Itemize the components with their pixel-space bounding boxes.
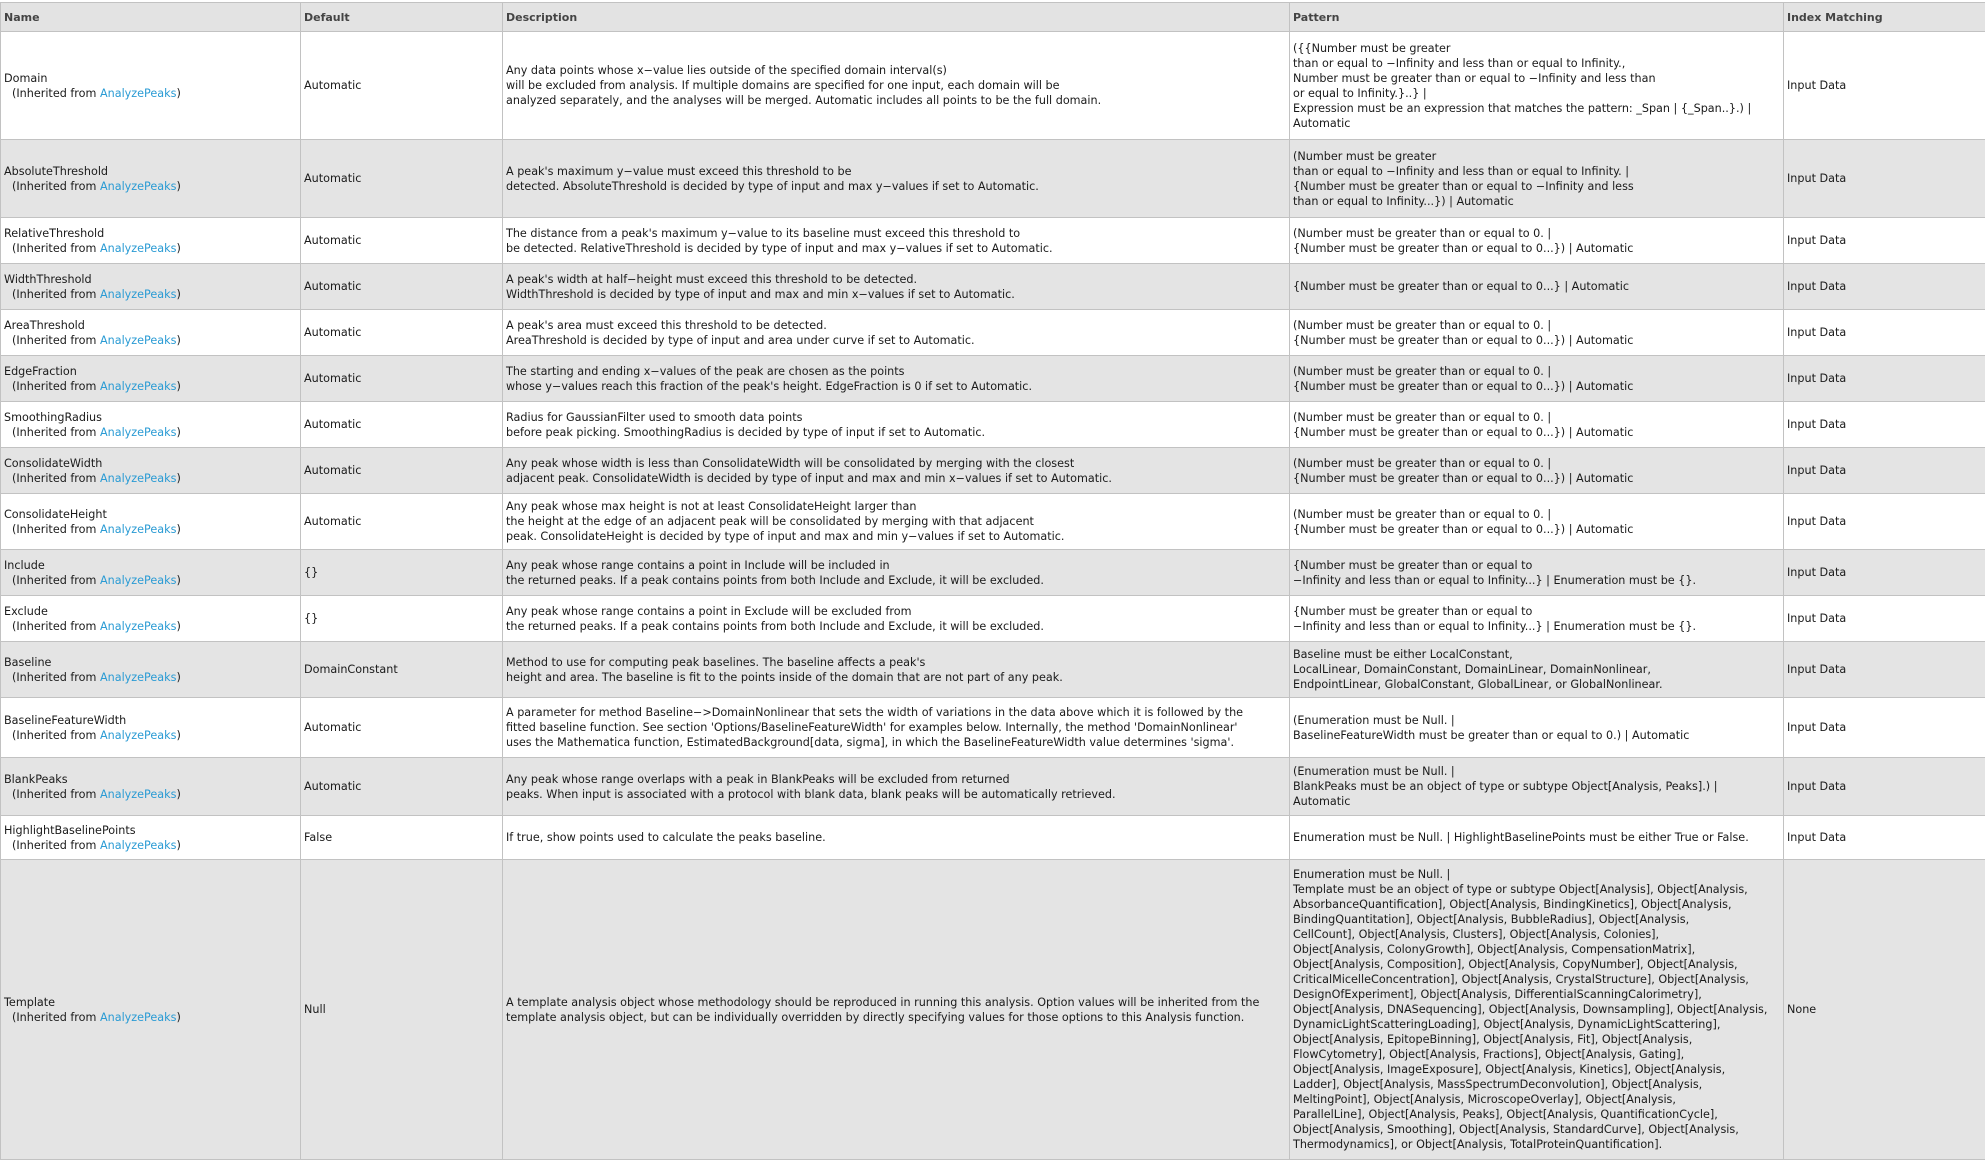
option-name-cell <box>1 310 301 356</box>
option-name-cell <box>1 698 301 758</box>
description-line: WidthThreshold is decided by type of input and max and min x−values if set to Automatic. <box>506 287 1015 301</box>
pattern-cell <box>1290 264 1784 310</box>
inherited-note <box>4 241 297 256</box>
description-cell <box>503 448 1290 494</box>
analyze-peaks-link[interactable]: AnalyzePeaks <box>99 425 177 439</box>
index-matching-value: Input Data <box>1784 402 1985 448</box>
inherited-suffix: ) <box>176 619 181 633</box>
pattern-line: than or equal to −Infinity and less than or equal to Infinity. | <box>1293 164 1630 178</box>
inherited-prefix: (Inherited from <box>12 670 100 684</box>
description-cell <box>503 32 1290 140</box>
inherited-note <box>4 573 297 588</box>
pattern-line: Ladder], Object[Analysis, MassSpectrumDeconvolution], Object[Analysis, <box>1293 1078 1703 1091</box>
inherited-prefix: (Inherited from <box>12 86 100 100</box>
pattern-cell <box>1290 402 1784 448</box>
inherited-suffix: ) <box>176 670 181 684</box>
inherited-suffix: ) <box>176 425 181 439</box>
table-row <box>1 402 1985 448</box>
option-name: BaselineFeatureWidth <box>4 713 127 727</box>
analyze-peaks-link[interactable]: AnalyzePeaks <box>99 573 177 587</box>
option-name-cell <box>1 550 301 596</box>
pattern-line: {Number must be greater than or equal to 0...}) | Automatic <box>1293 379 1634 393</box>
table-row <box>1 816 1985 860</box>
pattern-line: {Number must be greater than or equal to <box>1293 604 1533 618</box>
default-value: Automatic <box>301 310 503 356</box>
description-line: Method to use for computing peak baselines. The baseline affects a peak's <box>506 655 926 669</box>
option-name-cell <box>1 356 301 402</box>
pattern-line: (Number must be greater than or equal to 0. | <box>1293 410 1552 424</box>
description-line: A template analysis object whose methodology should be reproduced in running this analysis. Option values will be inherited from the <box>506 995 1260 1009</box>
option-name-cell <box>1 494 301 550</box>
table-row <box>1 356 1985 402</box>
pattern-line: Automatic <box>1293 116 1351 130</box>
description-line: A peak's width at half−height must exceed this threshold to be detected. <box>506 272 918 286</box>
option-name: HighlightBaselinePoints <box>4 823 136 837</box>
default-value: False <box>301 816 503 860</box>
table-row <box>1 140 1985 218</box>
option-name-cell <box>1 596 301 642</box>
pattern-cell <box>1290 642 1784 698</box>
description-cell <box>503 596 1290 642</box>
description-cell <box>503 642 1290 698</box>
table-row <box>1 860 1985 1160</box>
table-row <box>1 758 1985 816</box>
default-value: Automatic <box>301 402 503 448</box>
pattern-line: {Number must be greater than or equal to 0...}) | Automatic <box>1293 522 1634 536</box>
option-name: Include <box>4 558 45 572</box>
table-row <box>1 218 1985 264</box>
pattern-line: DesignOfExperiment], Object[Analysis, DifferentialScanningCalorimetry], <box>1293 988 1702 1001</box>
pattern-line: BlankPeaks must be an object of type or subtype Object[Analysis, Peaks].) | <box>1293 780 1718 793</box>
index-matching-value: Input Data <box>1784 698 1985 758</box>
default-value: Automatic <box>301 218 503 264</box>
description-line: uses the Mathematica function, EstimatedBackground[data, sigma], in which the BaselineFeatureWidth value determines 'sigma'. <box>506 736 1235 749</box>
index-matching-value: Input Data <box>1784 816 1985 860</box>
pattern-line: {Number must be greater than or equal to 0...}) | Automatic <box>1293 333 1634 347</box>
description-line: fitted baseline function. See section 'Options/BaselineFeatureWidth' for examples below. Internally, the method 'DomainNonlinear' <box>506 721 1238 734</box>
pattern-line: (Number must be greater than or equal to 0. | <box>1293 456 1552 470</box>
pattern-line: {Number must be greater than or equal to −Infinity and less <box>1293 179 1634 193</box>
description-line: A peak's area must exceed this threshold to be detected. <box>506 318 827 332</box>
description-line: Radius for GaussianFilter used to smooth data points <box>506 410 803 424</box>
default-value: Automatic <box>301 448 503 494</box>
pattern-cell <box>1290 816 1784 860</box>
inherited-note <box>4 787 297 802</box>
table-row <box>1 264 1985 310</box>
index-matching-value: Input Data <box>1784 494 1985 550</box>
option-name: WidthThreshold <box>4 272 92 286</box>
table-row <box>1 32 1985 140</box>
description-line: If true, show points used to calculate the peaks baseline. <box>506 831 826 844</box>
inherited-suffix: ) <box>176 838 181 852</box>
inherited-prefix: (Inherited from <box>12 425 100 439</box>
analyze-peaks-link[interactable]: AnalyzePeaks <box>99 333 177 347</box>
inherited-suffix: ) <box>176 86 181 100</box>
inherited-note <box>4 619 297 634</box>
description-line: adjacent peak. ConsolidateWidth is decided by type of input and max and min x−values if set to Automatic. <box>506 471 1112 485</box>
default-value: Automatic <box>301 698 503 758</box>
option-name-cell <box>1 816 301 860</box>
header-row <box>1 3 1985 32</box>
index-matching-value: Input Data <box>1784 310 1985 356</box>
pattern-line: −Infinity and less than or equal to Infinity...} | Enumeration must be {}. <box>1293 619 1697 633</box>
inherited-prefix: (Inherited from <box>12 471 100 485</box>
option-name: AreaThreshold <box>4 318 85 332</box>
inherited-suffix: ) <box>176 333 181 347</box>
inherited-note <box>4 287 297 302</box>
inherited-note <box>4 522 297 537</box>
analyze-peaks-link[interactable]: AnalyzePeaks <box>99 471 177 485</box>
option-name: EdgeFraction <box>4 364 77 378</box>
analyze-peaks-link[interactable]: AnalyzePeaks <box>99 379 177 393</box>
option-name: SmoothingRadius <box>4 410 102 424</box>
header-description: Description <box>503 3 1290 32</box>
default-value: Automatic <box>301 356 503 402</box>
option-name: Domain <box>4 71 48 85</box>
analyze-peaks-link[interactable]: AnalyzePeaks <box>99 787 177 801</box>
option-name: BlankPeaks <box>4 772 68 786</box>
pattern-line: (Number must be greater than or equal to 0. | <box>1293 364 1552 378</box>
inherited-prefix: (Inherited from <box>12 573 100 587</box>
default-value: Automatic <box>301 32 503 140</box>
pattern-cell <box>1290 310 1784 356</box>
description-line: The starting and ending x−values of the peak are chosen as the points <box>506 364 905 378</box>
description-cell <box>503 402 1290 448</box>
pattern-line: Object[Analysis, ColonyGrowth], Object[Analysis, CompensationMatrix], <box>1293 943 1696 956</box>
default-value: Automatic <box>301 758 503 816</box>
inherited-suffix: ) <box>176 241 181 255</box>
inherited-suffix: ) <box>176 379 181 393</box>
default-value: Automatic <box>301 264 503 310</box>
pattern-line: BaselineFeatureWidth must be greater than or equal to 0.) | Automatic <box>1293 728 1690 742</box>
analyze-peaks-link[interactable]: AnalyzePeaks <box>99 1010 177 1024</box>
option-name-cell <box>1 448 301 494</box>
pattern-cell <box>1290 550 1784 596</box>
table-row <box>1 642 1985 698</box>
inherited-prefix: (Inherited from <box>12 287 100 301</box>
inherited-prefix: (Inherited from <box>12 333 100 347</box>
option-name-cell <box>1 860 301 1160</box>
inherited-note <box>4 670 297 685</box>
index-matching-value: Input Data <box>1784 448 1985 494</box>
analyze-peaks-link[interactable]: AnalyzePeaks <box>99 522 177 536</box>
description-line: will be excluded from analysis. If multiple domains are specified for one input, each domain will be <box>506 79 1060 92</box>
index-matching-value: None <box>1784 860 1985 1160</box>
description-line: peak. ConsolidateHeight is decided by type of input and max and min y−values if set to Automatic. <box>506 530 1065 543</box>
description-line: height and area. The baseline is fit to the points inside of the domain that are not part of any peak. <box>506 670 1063 684</box>
pattern-line: {Number must be greater than or equal to 0...}) | Automatic <box>1293 241 1634 255</box>
description-cell <box>503 264 1290 310</box>
pattern-cell <box>1290 218 1784 264</box>
description-line: be detected. RelativeThreshold is decided by type of input and max y−values if set to Automatic. <box>506 241 1053 255</box>
pattern-line: Expression must be an expression that matches the pattern: _Span | {_Span..}.) | <box>1293 101 1752 115</box>
table-row <box>1 698 1985 758</box>
description-line: the returned peaks. If a peak contains points from both Include and Exclude, it will be excluded. <box>506 573 1044 587</box>
inherited-prefix: (Inherited from <box>12 838 100 852</box>
description-line: the returned peaks. If a peak contains points from both Include and Exclude, it will be excluded. <box>506 619 1044 633</box>
pattern-cell <box>1290 140 1784 218</box>
pattern-line: Object[Analysis, Smoothing], Object[Analysis, StandardCurve], Object[Analysis, <box>1293 1123 1739 1136</box>
pattern-line: Object[Analysis, DNASequencing], Object[Analysis, Downsampling], Object[Analysis, <box>1293 1003 1768 1016</box>
inherited-prefix: (Inherited from <box>12 179 100 193</box>
description-line: before peak picking. SmoothingRadius is decided by type of input if set to Automatic. <box>506 425 986 439</box>
description-line: peaks. When input is associated with a protocol with blank data, blank peaks will be automatically retrieved. <box>506 787 1116 801</box>
pattern-line: Enumeration must be Null. | HighlightBaselinePoints must be either True or False. <box>1293 831 1749 844</box>
analyze-peaks-link[interactable]: AnalyzePeaks <box>99 86 177 100</box>
index-matching-value: Input Data <box>1784 550 1985 596</box>
pattern-line: (Number must be greater than or equal to 0. | <box>1293 507 1552 521</box>
inherited-suffix: ) <box>176 1010 181 1024</box>
pattern-line: (Number must be greater than or equal to 0. | <box>1293 318 1552 332</box>
pattern-line: MeltingPoint], Object[Analysis, MicroscopeOverlay], Object[Analysis, <box>1293 1093 1676 1106</box>
default-value: Automatic <box>301 140 503 218</box>
analyze-peaks-link[interactable]: AnalyzePeaks <box>99 241 177 255</box>
default-value: Null <box>301 860 503 1160</box>
default-value: DomainConstant <box>301 642 503 698</box>
option-name-cell <box>1 218 301 264</box>
pattern-line: AbsorbanceQuantification], Object[Analysis, BindingKinetics], Object[Analysis, <box>1293 898 1732 911</box>
pattern-line: CellCount], Object[Analysis, Clusters], Object[Analysis, Colonies], <box>1293 928 1660 941</box>
pattern-line: Thermodynamics], or Object[Analysis, TotalProteinQuantification]. <box>1293 1138 1663 1151</box>
description-line: The distance from a peak's maximum y−value to its baseline must exceed this threshold to <box>506 226 1021 240</box>
option-name: Template <box>4 995 56 1009</box>
pattern-cell <box>1290 448 1784 494</box>
option-name-cell <box>1 264 301 310</box>
option-name-cell <box>1 32 301 140</box>
inherited-note <box>4 179 297 194</box>
description-line: Any peak whose width is less than ConsolidateWidth will be consolidated by merging with the closest <box>506 456 1075 470</box>
inherited-note <box>4 86 297 101</box>
description-cell <box>503 494 1290 550</box>
header-pattern: Pattern <box>1290 3 1784 32</box>
inherited-prefix: (Inherited from <box>12 522 100 536</box>
option-name-cell <box>1 642 301 698</box>
option-name-cell <box>1 140 301 218</box>
index-matching-value: Input Data <box>1784 218 1985 264</box>
pattern-line: {Number must be greater than or equal to 0...}) | Automatic <box>1293 425 1634 439</box>
pattern-line: (Enumeration must be Null. | <box>1293 713 1455 727</box>
pattern-line: Enumeration must be Null. | <box>1293 868 1451 881</box>
pattern-line: ({{Number must be greater <box>1293 41 1451 55</box>
description-line: Any data points whose x−value lies outside of the specified domain interval(s) <box>506 64 947 77</box>
pattern-line: Automatic <box>1293 795 1351 808</box>
inherited-note <box>4 838 297 853</box>
pattern-line: (Number must be greater <box>1293 149 1437 163</box>
description-cell <box>503 218 1290 264</box>
description-line: Any peak whose range overlaps with a peak in BlankPeaks will be excluded from returned <box>506 772 1010 786</box>
inherited-prefix: (Inherited from <box>12 619 100 633</box>
options-table <box>0 2 1985 1160</box>
inherited-note <box>4 379 297 394</box>
description-line: detected. AbsoluteThreshold is decided by type of input and max y−values if set to Automatic. <box>506 179 1039 193</box>
option-name: ConsolidateWidth <box>4 456 103 470</box>
option-name: Baseline <box>4 655 52 669</box>
analyze-peaks-link[interactable]: AnalyzePeaks <box>99 838 177 852</box>
pattern-cell <box>1290 356 1784 402</box>
index-matching-value: Input Data <box>1784 642 1985 698</box>
pattern-line: (Enumeration must be Null. | <box>1293 765 1455 778</box>
header-default: Default <box>301 3 503 32</box>
inherited-prefix: (Inherited from <box>12 1010 100 1024</box>
table-row <box>1 494 1985 550</box>
description-line: A parameter for method Baseline−>DomainNonlinear that sets the width of variations in the data above which it is followed by the <box>506 706 1244 719</box>
pattern-cell <box>1290 698 1784 758</box>
inherited-note <box>4 333 297 348</box>
description-line: Any peak whose range contains a point in Include will be included in <box>506 558 890 572</box>
inherited-note <box>4 1010 297 1025</box>
pattern-line: Object[Analysis, Composition], Object[Analysis, CopyNumber], Object[Analysis, <box>1293 958 1738 971</box>
default-value: Automatic <box>301 494 503 550</box>
description-line: Any peak whose range contains a point in Exclude will be excluded from <box>506 604 912 618</box>
inherited-suffix: ) <box>176 179 181 193</box>
analyze-peaks-link[interactable]: AnalyzePeaks <box>99 287 177 301</box>
inherited-suffix: ) <box>176 287 181 301</box>
description-line: AreaThreshold is decided by type of input and area under curve if set to Automatic. <box>506 333 975 347</box>
pattern-cell <box>1290 32 1784 140</box>
inherited-prefix: (Inherited from <box>12 379 100 393</box>
pattern-line: Object[Analysis, EpitopeBinning], Object[Analysis, Fit], Object[Analysis, <box>1293 1033 1693 1046</box>
index-matching-value: Input Data <box>1784 596 1985 642</box>
pattern-line: EndpointLinear, GlobalConstant, GlobalLinear, or GlobalNonlinear. <box>1293 678 1663 691</box>
index-matching-value: Input Data <box>1784 32 1985 140</box>
pattern-cell <box>1290 860 1784 1160</box>
default-value: {} <box>301 550 503 596</box>
pattern-line: −Infinity and less than or equal to Infinity...} | Enumeration must be {}. <box>1293 573 1697 587</box>
description-cell <box>503 816 1290 860</box>
description-line: template analysis object, but can be individually overridden by directly specifying values for those options to this Analysis function. <box>506 1010 1245 1024</box>
index-matching-value: Input Data <box>1784 758 1985 816</box>
pattern-cell <box>1290 596 1784 642</box>
pattern-line: LocalLinear, DomainConstant, DomainLinear, DomainNonlinear, <box>1293 663 1651 676</box>
pattern-line: FlowCytometry], Object[Analysis, Fractions], Object[Analysis, Gating], <box>1293 1048 1685 1061</box>
description-line: analyzed separately, and the analyses will be merged. Automatic includes all points to be the full domain. <box>506 94 1102 107</box>
inherited-prefix: (Inherited from <box>12 728 100 742</box>
option-name-cell <box>1 402 301 448</box>
description-line: the height at the edge of an adjacent peak will be consolidated by merging with that adjacent <box>506 515 1034 528</box>
pattern-line: BindingQuantitation], Object[Analysis, BubbleRadius], Object[Analysis, <box>1293 913 1690 926</box>
pattern-line: ParallelLine], Object[Analysis, Peaks], Object[Analysis, QuantificationCycle], <box>1293 1108 1718 1121</box>
pattern-line: Object[Analysis, ImageExposure], Object[Analysis, Kinetics], Object[Analysis, <box>1293 1063 1726 1076</box>
description-cell <box>503 356 1290 402</box>
analyze-peaks-link[interactable]: AnalyzePeaks <box>99 619 177 633</box>
description-cell <box>503 860 1290 1160</box>
option-name: RelativeThreshold <box>4 226 105 240</box>
pattern-line: (Number must be greater than or equal to 0. | <box>1293 226 1552 240</box>
inherited-suffix: ) <box>176 728 181 742</box>
inherited-note <box>4 728 297 743</box>
pattern-line: than or equal to Infinity...}) | Automatic <box>1293 194 1514 208</box>
table-body <box>1 32 1985 1160</box>
description-cell <box>503 698 1290 758</box>
description-cell <box>503 140 1290 218</box>
inherited-suffix: ) <box>176 471 181 485</box>
description-cell <box>503 550 1290 596</box>
index-matching-value: Input Data <box>1784 264 1985 310</box>
inherited-suffix: ) <box>176 573 181 587</box>
pattern-line: or equal to Infinity.}..} | <box>1293 86 1427 100</box>
analyze-peaks-link[interactable]: AnalyzePeaks <box>99 728 177 742</box>
index-matching-value: Input Data <box>1784 356 1985 402</box>
header-index-matching: Index Matching <box>1784 3 1985 32</box>
description-line: A peak's maximum y−value must exceed this threshold to be <box>506 164 852 178</box>
option-name-cell <box>1 758 301 816</box>
description-cell <box>503 310 1290 356</box>
pattern-line: {Number must be greater than or equal to <box>1293 558 1533 572</box>
inherited-prefix: (Inherited from <box>12 241 100 255</box>
option-name: ConsolidateHeight <box>4 507 107 521</box>
analyze-peaks-link[interactable]: AnalyzePeaks <box>99 179 177 193</box>
pattern-line: {Number must be greater than or equal to 0...}) | Automatic <box>1293 471 1634 485</box>
option-name: AbsoluteThreshold <box>4 164 109 178</box>
description-line: whose y−values reach this fraction of the peak's height. EdgeFraction is 0 if set to Automatic. <box>506 379 1032 393</box>
inherited-suffix: ) <box>176 522 181 536</box>
table-row <box>1 550 1985 596</box>
description-cell <box>503 758 1290 816</box>
header-name: Name <box>1 3 301 32</box>
analyze-peaks-link[interactable]: AnalyzePeaks <box>99 670 177 684</box>
description-line: Any peak whose max height is not at least ConsolidateHeight larger than <box>506 500 917 513</box>
pattern-line: than or equal to −Infinity and less than or equal to Infinity., <box>1293 56 1626 70</box>
pattern-line: CriticalMicelleConcentration], Object[Analysis, CrystalStructure], Object[Analysis, <box>1293 973 1749 986</box>
table-row <box>1 596 1985 642</box>
pattern-cell <box>1290 758 1784 816</box>
table-row <box>1 448 1985 494</box>
pattern-line: DynamicLightScatteringLoading], Object[Analysis, DynamicLightScattering], <box>1293 1018 1721 1031</box>
pattern-line: Baseline must be either LocalConstant, <box>1293 648 1513 661</box>
option-name: Exclude <box>4 604 48 618</box>
inherited-note <box>4 471 297 486</box>
table-row <box>1 310 1985 356</box>
pattern-line: Template must be an object of type or subtype Object[Analysis], Object[Analysis, <box>1293 883 1748 896</box>
inherited-suffix: ) <box>176 787 181 801</box>
default-value: {} <box>301 596 503 642</box>
pattern-line: Number must be greater than or equal to −Infinity and less than <box>1293 71 1656 85</box>
inherited-prefix: (Inherited from <box>12 787 100 801</box>
pattern-line: {Number must be greater than or equal to 0...} | Automatic <box>1293 280 1630 293</box>
pattern-cell <box>1290 494 1784 550</box>
inherited-note <box>4 425 297 440</box>
index-matching-value: Input Data <box>1784 140 1985 218</box>
